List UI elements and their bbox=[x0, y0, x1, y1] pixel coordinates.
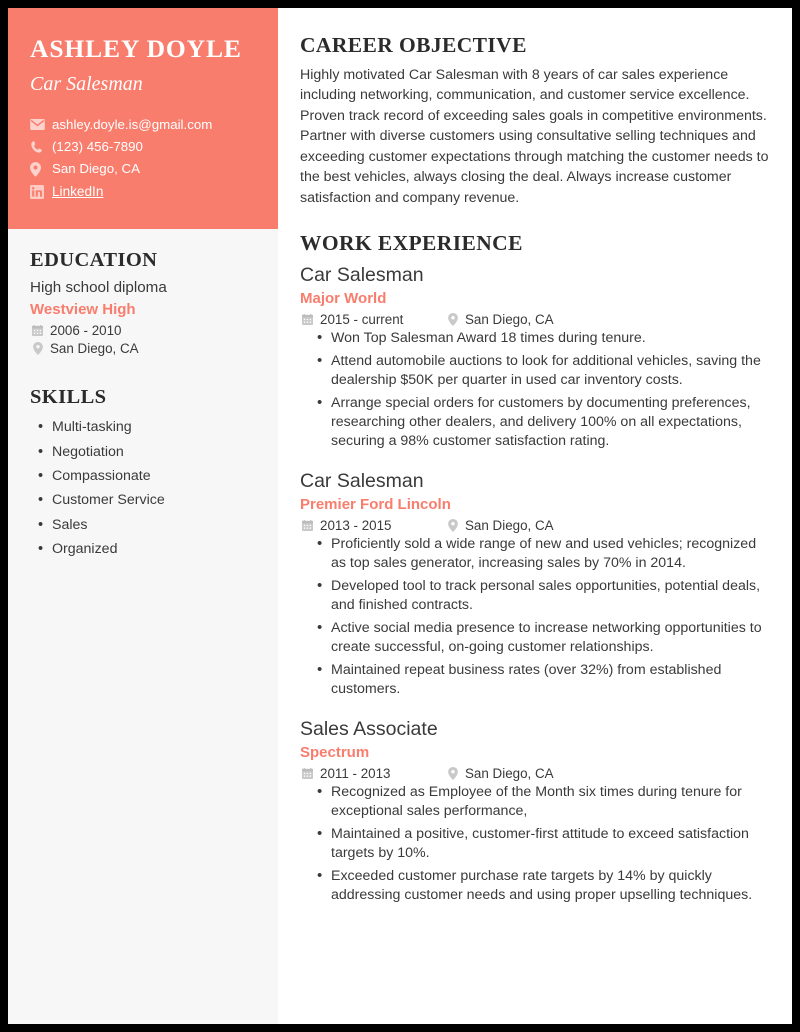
job-company: Premier Ford Lincoln bbox=[300, 496, 451, 514]
sidebar bbox=[8, 8, 278, 1024]
map-pin-icon bbox=[445, 313, 460, 326]
main-content bbox=[278, 8, 792, 1024]
phone-icon bbox=[30, 140, 47, 154]
work-experience-entry bbox=[300, 469, 774, 700]
contact-list bbox=[30, 118, 256, 198]
contact-linkedin-text[interactable]: LinkedIn bbox=[52, 183, 104, 199]
job-dates: 2011 - 2013 bbox=[320, 765, 391, 781]
education-school: Westview High bbox=[30, 301, 136, 319]
job-bullets bbox=[300, 535, 774, 700]
list-item: • Maintained repeat business rates (over 32%) from established customers. bbox=[300, 661, 774, 700]
job-location: San Diego, CA bbox=[465, 765, 554, 781]
contact-location-text: San Diego, CA bbox=[52, 161, 140, 177]
contact-phone[interactable] bbox=[30, 140, 256, 154]
education-heading: EDUCATION bbox=[30, 248, 158, 271]
education-dates-row bbox=[30, 323, 256, 338]
calendar-icon bbox=[300, 314, 315, 325]
job-company: Major World bbox=[300, 290, 387, 308]
work-experience-entry bbox=[300, 263, 774, 452]
job-dates: 2013 - 2015 bbox=[320, 518, 392, 534]
list-item: • Maintained a positive, customer-first attitude to exceed satisfaction targets by 10%. bbox=[300, 825, 774, 864]
work-experience-heading: WORK EXPERIENCE bbox=[300, 231, 523, 256]
job-bullets bbox=[300, 783, 774, 906]
list-item: • Attend automobile auctions to look for additional vehicles, saving the dealership $50K per quarter in used car inventory costs. bbox=[300, 352, 774, 391]
education-dates: 2006 - 2010 bbox=[50, 323, 122, 339]
list-item: • Multi-tasking bbox=[30, 415, 256, 439]
job-dates: 2015 - current bbox=[320, 312, 404, 328]
name-header-block bbox=[8, 8, 278, 229]
skills-heading: SKILLS bbox=[30, 386, 107, 409]
calendar-icon bbox=[30, 325, 45, 336]
job-bullets bbox=[300, 329, 774, 452]
job-meta bbox=[300, 766, 774, 781]
skills-section bbox=[30, 386, 256, 562]
contact-phone-text: (123) 456-7890 bbox=[52, 138, 143, 154]
map-pin-icon bbox=[445, 767, 460, 780]
job-meta bbox=[300, 518, 774, 533]
job-role: Car Salesman bbox=[300, 264, 424, 287]
map-pin-icon bbox=[30, 342, 45, 355]
list-item: • Negotiation bbox=[30, 440, 256, 464]
envelope-icon bbox=[30, 119, 47, 130]
job-role: Sales Associate bbox=[300, 717, 438, 740]
linkedin-icon bbox=[30, 185, 47, 199]
list-item: • Exceeded customer purchase rate targets by 14% by quickly addressing customer needs and using proper upselling techniques. bbox=[300, 867, 774, 906]
career-objective-section bbox=[300, 33, 774, 208]
list-item: • Arrange special orders for customers by documenting preferences, researching other dealers, and delivery 100% on all expectations, securing a 98% customer satisfaction rating. bbox=[300, 394, 774, 452]
list-item: • Compassionate bbox=[30, 464, 256, 488]
list-item: • Organized bbox=[30, 537, 256, 561]
resume-page bbox=[8, 8, 792, 1024]
education-location: San Diego, CA bbox=[50, 341, 139, 357]
career-objective-heading: CAREER OBJECTIVE bbox=[300, 33, 527, 57]
list-item: • Customer Service bbox=[30, 488, 256, 512]
map-pin-icon bbox=[30, 162, 47, 177]
contact-location bbox=[30, 162, 256, 177]
calendar-icon bbox=[300, 520, 315, 531]
contact-email-text: ashley.doyle.is@gmail.com bbox=[52, 117, 213, 133]
list-item: • Sales bbox=[30, 513, 256, 537]
job-location: San Diego, CA bbox=[465, 518, 554, 534]
work-experience-entry bbox=[300, 717, 774, 906]
education-degree: High school diploma bbox=[30, 278, 167, 296]
sidebar-body bbox=[8, 229, 278, 1024]
contact-email[interactable] bbox=[30, 118, 256, 131]
career-objective-text: Highly motivated Car Salesman with 8 years of car sales experience including networking, communication, and customer service excellence. Proven track record of exceeding sales goals in competitive environments. Partner with diverse customers using consultative selling techniques and exceeding customer expectations through matching the customer needs to the best vehicles, always closing the deal. Always increase customer satisfaction and company revenue. bbox=[300, 67, 769, 206]
job-role: Car Salesman bbox=[300, 469, 424, 492]
job-location: San Diego, CA bbox=[465, 312, 554, 328]
calendar-icon bbox=[300, 768, 315, 779]
work-experience-section bbox=[300, 231, 774, 905]
education-location-row bbox=[30, 341, 256, 356]
list-item: • Proficiently sold a wide range of new and used vehicles; recognized as top sales generator, increasing sales by 70% in 2014. bbox=[300, 535, 774, 574]
list-item: • Active social media presence to increase networking opportunities to create successful, on-going customer relationships. bbox=[300, 619, 774, 658]
job-company: Spectrum bbox=[300, 744, 370, 762]
education-section bbox=[30, 249, 256, 357]
job-title-subtitle: Car Salesman bbox=[30, 73, 143, 96]
skills-list bbox=[30, 415, 256, 562]
full-name: ASHLEY DOYLE bbox=[30, 34, 242, 63]
map-pin-icon bbox=[445, 519, 460, 532]
job-meta bbox=[300, 312, 774, 327]
list-item: • Won Top Salesman Award 18 times during tenure. bbox=[300, 329, 774, 348]
contact-linkedin[interactable] bbox=[30, 185, 256, 199]
list-item: • Recognized as Employee of the Month six times during tenure for exceptional sales performance, bbox=[300, 783, 774, 822]
list-item: • Developed tool to track personal sales opportunities, potential deals, and finished contracts. bbox=[300, 577, 774, 616]
